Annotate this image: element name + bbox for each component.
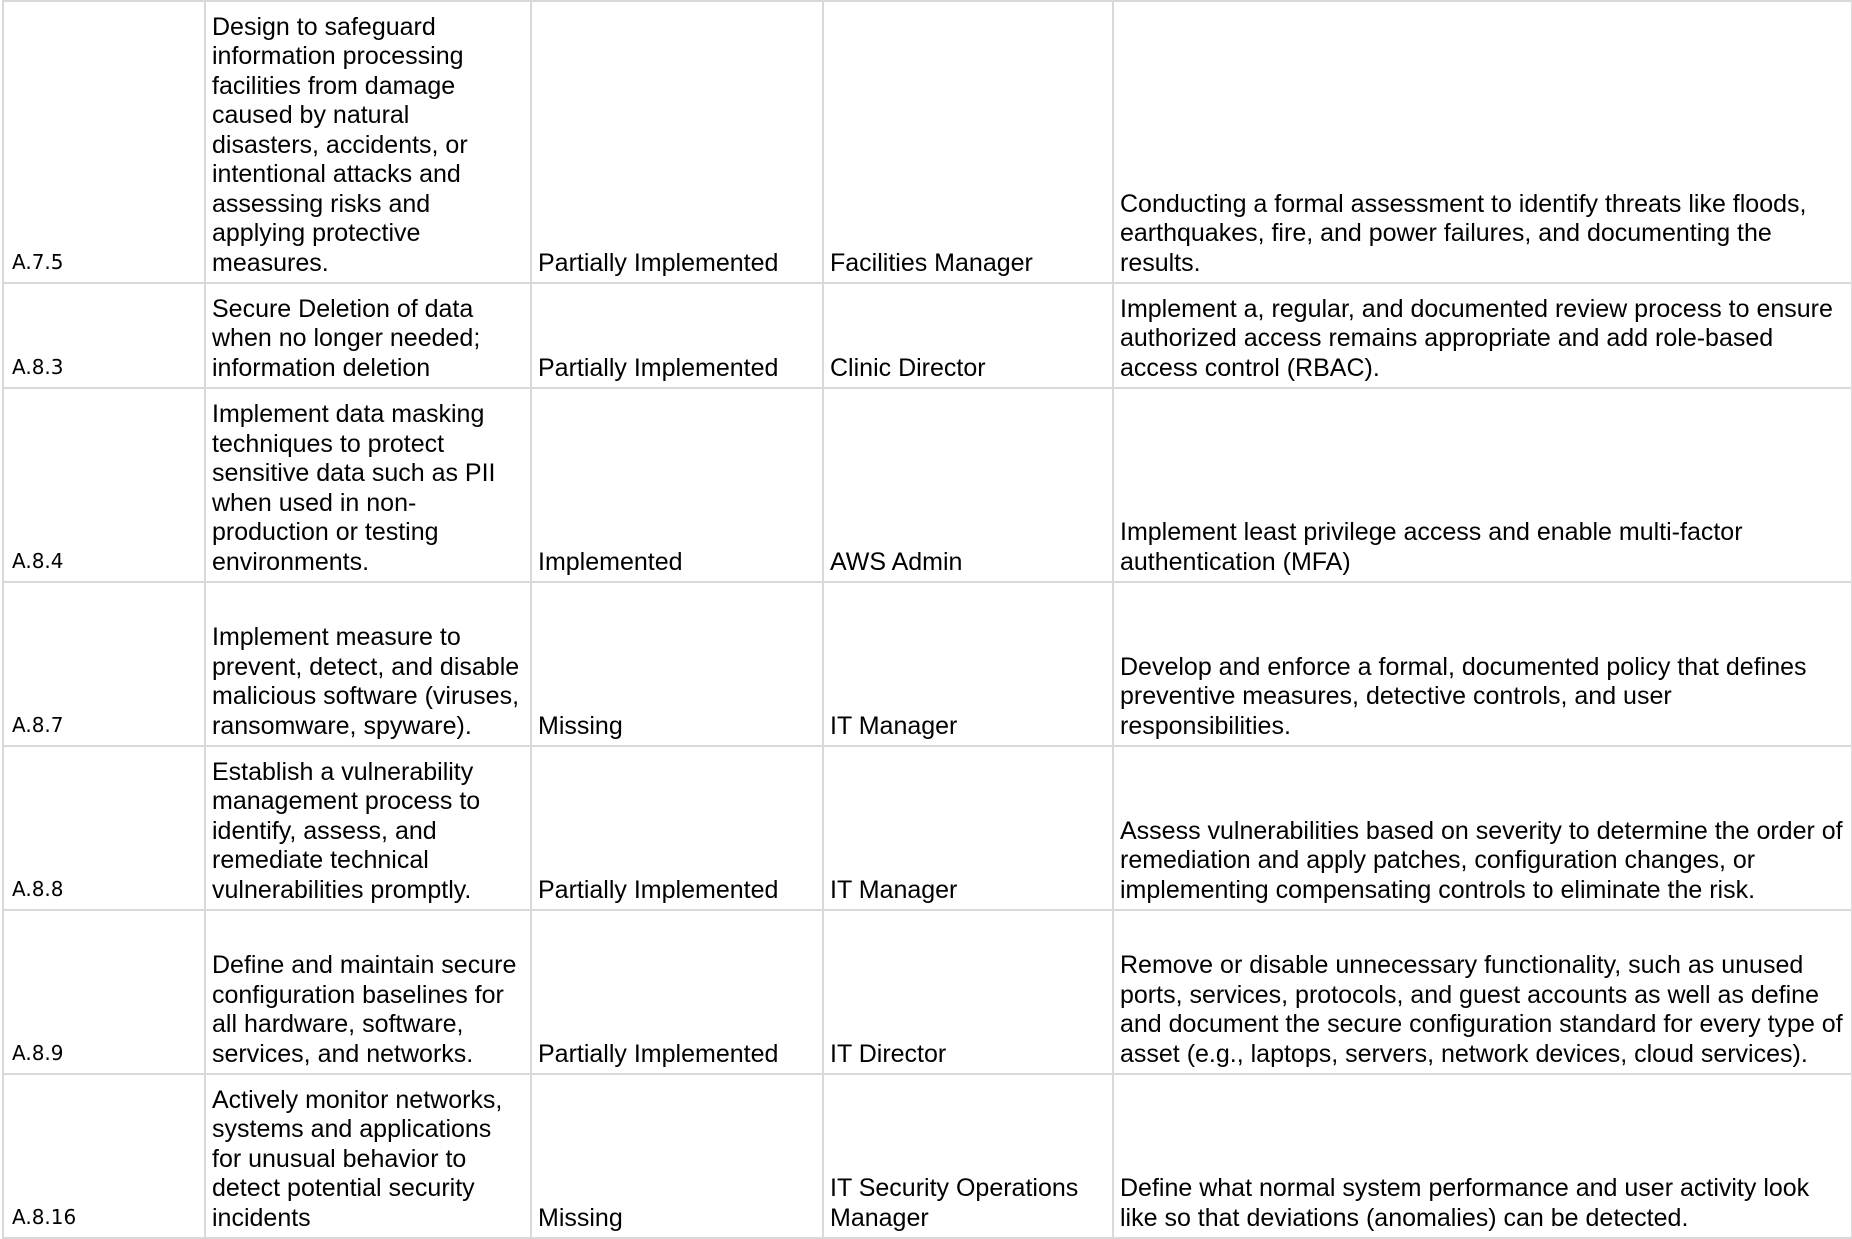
control-id-cell[interactable]: A.8.3: [3, 283, 205, 388]
recommendation-cell[interactable]: Conducting a formal assessment to identify threats like floods, earthquakes, fire, and power failures, and documenting the results.: [1113, 1, 1852, 283]
recommendation-cell[interactable]: Develop and enforce a formal, documented policy that defines preventive measures, detective controls, and user responsibilities.: [1113, 582, 1852, 746]
status-cell[interactable]: Partially Implemented: [531, 910, 823, 1074]
status-cell[interactable]: Implemented: [531, 388, 823, 582]
recommendation-cell[interactable]: Implement a, regular, and documented review process to ensure authorized access remains appropriate and add role-based access control (RBAC).: [1113, 283, 1852, 388]
control-id-cell[interactable]: A.8.7: [3, 582, 205, 746]
table-row: [3, 1074, 1852, 1238]
description-cell[interactable]: Design to safeguard information processing facilities from damage caused by natural disasters, accidents, or intentional attacks and assessing risks and applying protective measures.: [205, 1, 531, 283]
table-row: [3, 582, 1852, 746]
owner-cell[interactable]: Clinic Director: [823, 283, 1113, 388]
table-row: [3, 388, 1852, 582]
owner-cell[interactable]: IT Manager: [823, 582, 1113, 746]
owner-cell[interactable]: IT Director: [823, 910, 1113, 1074]
recommendation-cell[interactable]: Define what normal system performance and user activity look like so that deviations (anomalies) can be detected.: [1113, 1074, 1852, 1238]
status-cell[interactable]: Partially Implemented: [531, 746, 823, 910]
owner-cell[interactable]: IT Manager: [823, 746, 1113, 910]
description-cell[interactable]: Secure Deletion of data when no longer needed; information deletion: [205, 283, 531, 388]
owner-cell[interactable]: IT Security Operations Manager: [823, 1074, 1113, 1238]
description-cell[interactable]: Define and maintain secure configuration baselines for all hardware, software, services, and networks.: [205, 910, 531, 1074]
table-row: [3, 1, 1852, 283]
table-row: [3, 746, 1852, 910]
status-cell[interactable]: Missing: [531, 1074, 823, 1238]
description-cell[interactable]: Implement measure to prevent, detect, and disable malicious software (viruses, ransomware, spyware).: [205, 582, 531, 746]
owner-cell[interactable]: Facilities Manager: [823, 1, 1113, 283]
description-cell[interactable]: Establish a vulnerability management process to identify, assess, and remediate technical vulnerabilities promptly.: [205, 746, 531, 910]
control-id-cell[interactable]: A.8.8: [3, 746, 205, 910]
status-cell[interactable]: Partially Implemented: [531, 283, 823, 388]
control-id-cell[interactable]: A.8.4: [3, 388, 205, 582]
recommendation-cell[interactable]: Remove or disable unnecessary functionality, such as unused ports, services, protocols, and guest accounts as well as define and document the secure configuration standard for every type of asset (e.g., laptops, servers, network devices, cloud services).: [1113, 910, 1852, 1074]
control-id-cell[interactable]: A.8.9: [3, 910, 205, 1074]
description-cell[interactable]: Implement data masking techniques to protect sensitive data such as PII when used in non-production or testing environments.: [205, 388, 531, 582]
controls-table: [2, 0, 1852, 1239]
description-cell[interactable]: Actively monitor networks, systems and applications for unusual behavior to detect potential security incidents: [205, 1074, 531, 1238]
recommendation-cell[interactable]: Implement least privilege access and enable multi-factor authentication (MFA): [1113, 388, 1852, 582]
control-id-cell[interactable]: A.8.16: [3, 1074, 205, 1238]
table-row: [3, 910, 1852, 1074]
status-cell[interactable]: Missing: [531, 582, 823, 746]
recommendation-cell[interactable]: Assess vulnerabilities based on severity to determine the order of remediation and apply patches, configuration changes, or implementing compensating controls to eliminate the risk.: [1113, 746, 1852, 910]
status-cell[interactable]: Partially Implemented: [531, 1, 823, 283]
owner-cell[interactable]: AWS Admin: [823, 388, 1113, 582]
control-id-cell[interactable]: A.7.5: [3, 1, 205, 283]
table-row: [3, 283, 1852, 388]
